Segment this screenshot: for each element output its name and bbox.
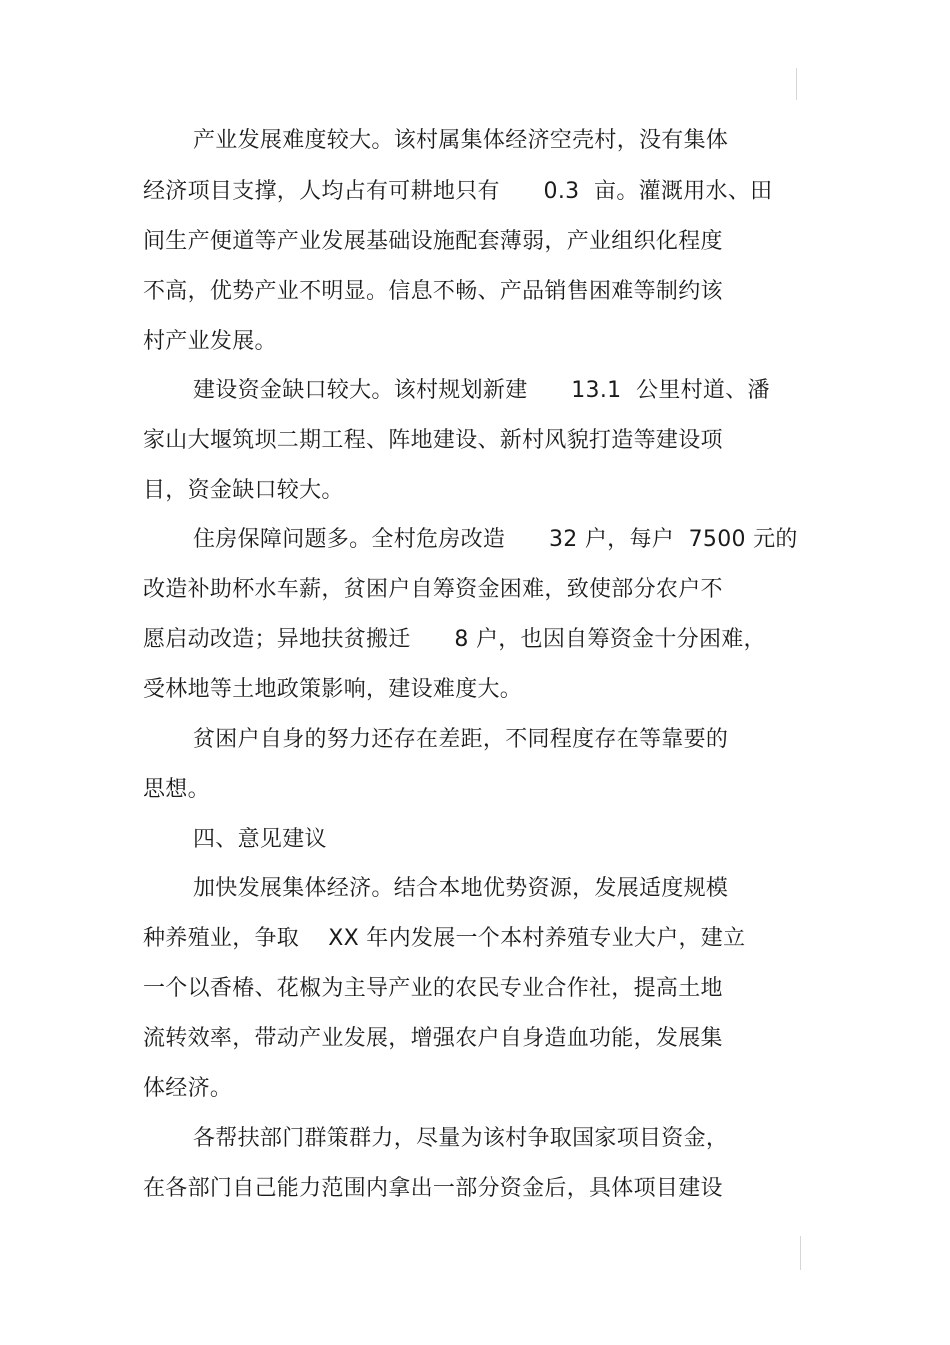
text-line: 家山大堰筑坝二期工程、阵地建设、新村风貌打造等建设项	[143, 428, 723, 453]
text-line: 受林地等土地政策影响，建设难度大。	[143, 677, 523, 702]
text-line: 一个以香椿、花椒为主导产业的农民专业合作社，提高土地	[143, 976, 723, 1001]
text-line: 不高，优势产业不明显。信息不畅、产品销售困难等制约该	[143, 279, 723, 304]
text-line: 村产业发展。	[143, 329, 277, 354]
text-line: 贫困户自身的努力还存在差距，不同程度存在等靠要的	[193, 727, 729, 752]
text-line: 目，资金缺口较大。	[143, 478, 344, 503]
text-line: 种养殖业，争取 XX 年内发展一个本村养殖专业大户，建立	[143, 926, 746, 951]
text-line: 各帮扶部门群策群力，尽量为该村争取国家项目资金，	[193, 1126, 729, 1151]
text-line: 加快发展集体经济。结合本地优势资源，发展适度规模	[193, 876, 729, 901]
text-line: 间生产便道等产业发展基础设施配套薄弱，产业组织化程度	[143, 229, 723, 254]
text-line: 流转效率，带动产业发展，增强农户自身造血功能，发展集	[143, 1026, 723, 1051]
text-line: 愿启动改造；异地扶贫搬迁 8 户，也因自筹资金十分困难，	[143, 627, 766, 652]
text-line: 住房保障问题多。全村危房改造 32 户，每户 7500 元的	[193, 527, 798, 552]
page-edge-mark-bottom	[800, 1236, 801, 1270]
text-line: 思想。	[143, 777, 210, 802]
text-line: 在各部门自己能力范围内拿出一部分资金后，具体项目建设	[143, 1176, 723, 1201]
text-line: 体经济。	[143, 1076, 233, 1101]
text-line: 建设资金缺口较大。该村规划新建 13.1 公里村道、潘	[193, 378, 770, 403]
section-heading: 四、意见建议	[193, 827, 327, 852]
page-edge-mark-top	[796, 68, 797, 100]
text-line: 改造补助杯水车薪，贫困户自筹资金困难，致使部分农户不	[143, 577, 723, 602]
text-line: 经济项目支撑，人均占有可耕地只有 0.3 亩。灌溉用水、田	[143, 179, 773, 204]
text-line: 产业发展难度较大。该村属集体经济空壳村，没有集体	[193, 128, 729, 153]
